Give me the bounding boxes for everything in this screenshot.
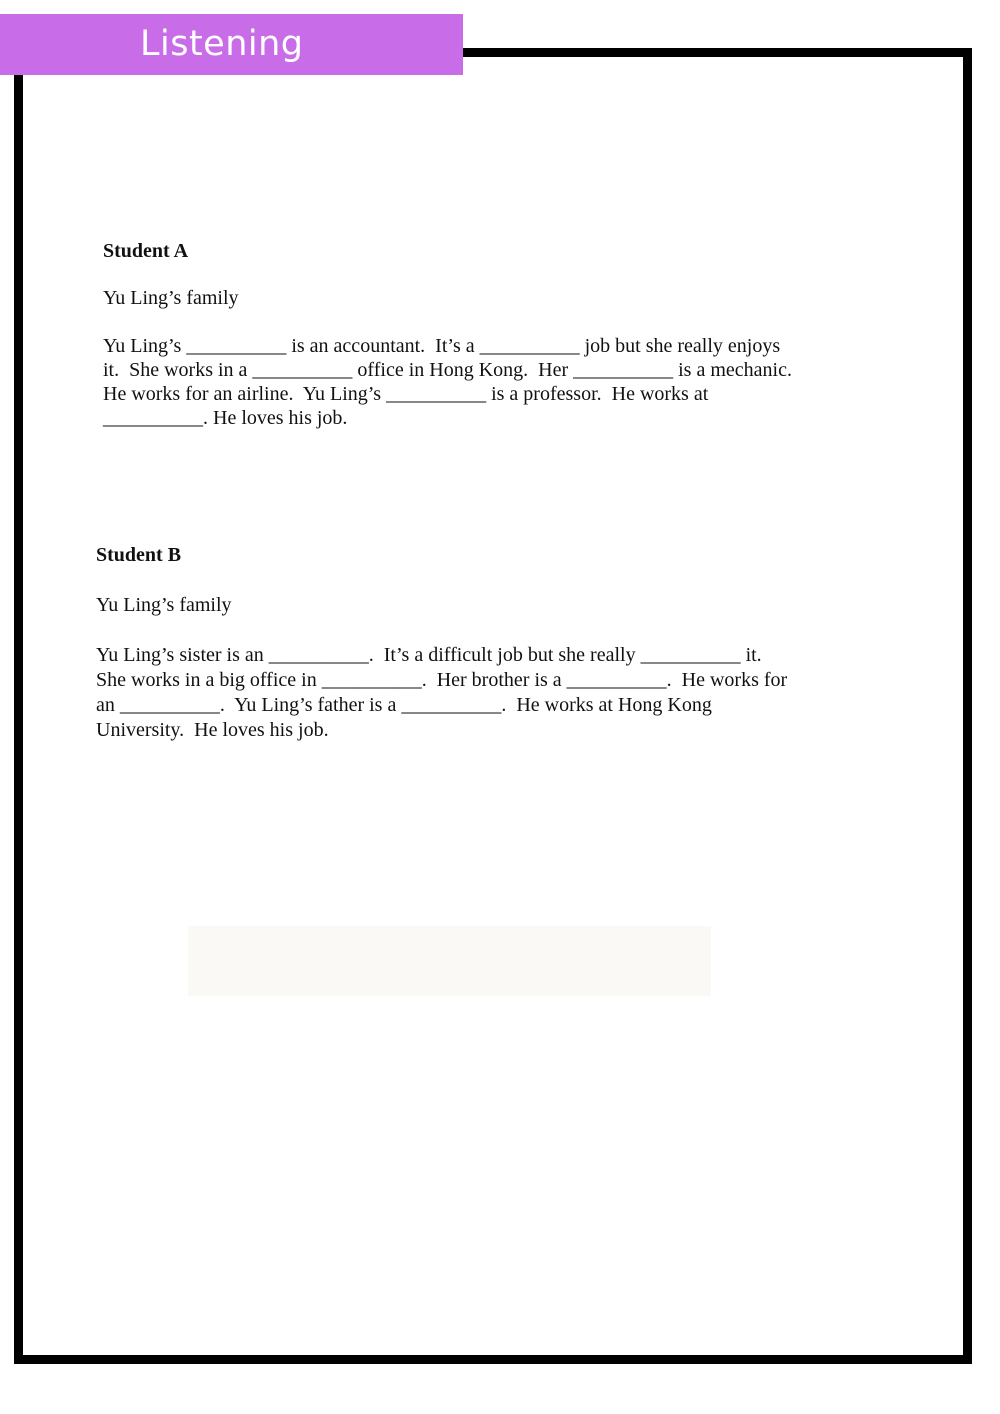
student-b-heading: Student B: [96, 544, 182, 566]
student-a-heading: Student A: [103, 240, 189, 262]
student-b-line-4: University. He loves his job.: [96, 719, 329, 741]
student-a-line-2: it. She works in a __________ office in Hong Kong. Her __________ is a mechanic.: [103, 359, 792, 381]
student-b-passage: [96, 643, 866, 743]
listening-tab: [0, 14, 463, 75]
student-b-line-2: She works in a big office in __________. Her brother is a __________. He works for: [96, 669, 788, 691]
student-b-line-3: an __________. Yu Ling’s father is a __________. He works at Hong Kong: [96, 694, 712, 716]
student-a-line-1: Yu Ling’s __________ is an accountant. It’s a __________ job but she really enjoys: [103, 335, 781, 357]
student-a-line-3: He works for an airline. Yu Ling’s __________ is a professor. He works at: [103, 383, 709, 405]
student-b-section: [96, 543, 866, 743]
student-b-subheading: Yu Ling’s family: [96, 594, 232, 616]
listening-tab-label: Listening: [140, 24, 304, 64]
student-a-passage: [103, 334, 863, 430]
student-b-line-1: Yu Ling’s sister is an __________. It’s a difficult job but she really __________ it.: [96, 644, 762, 666]
student-a-subheading: Yu Ling’s family: [103, 287, 239, 309]
student-a-line-4: __________. He loves his job.: [103, 407, 348, 429]
student-a-section: [103, 239, 863, 430]
blank-answer-area: [188, 926, 711, 996]
